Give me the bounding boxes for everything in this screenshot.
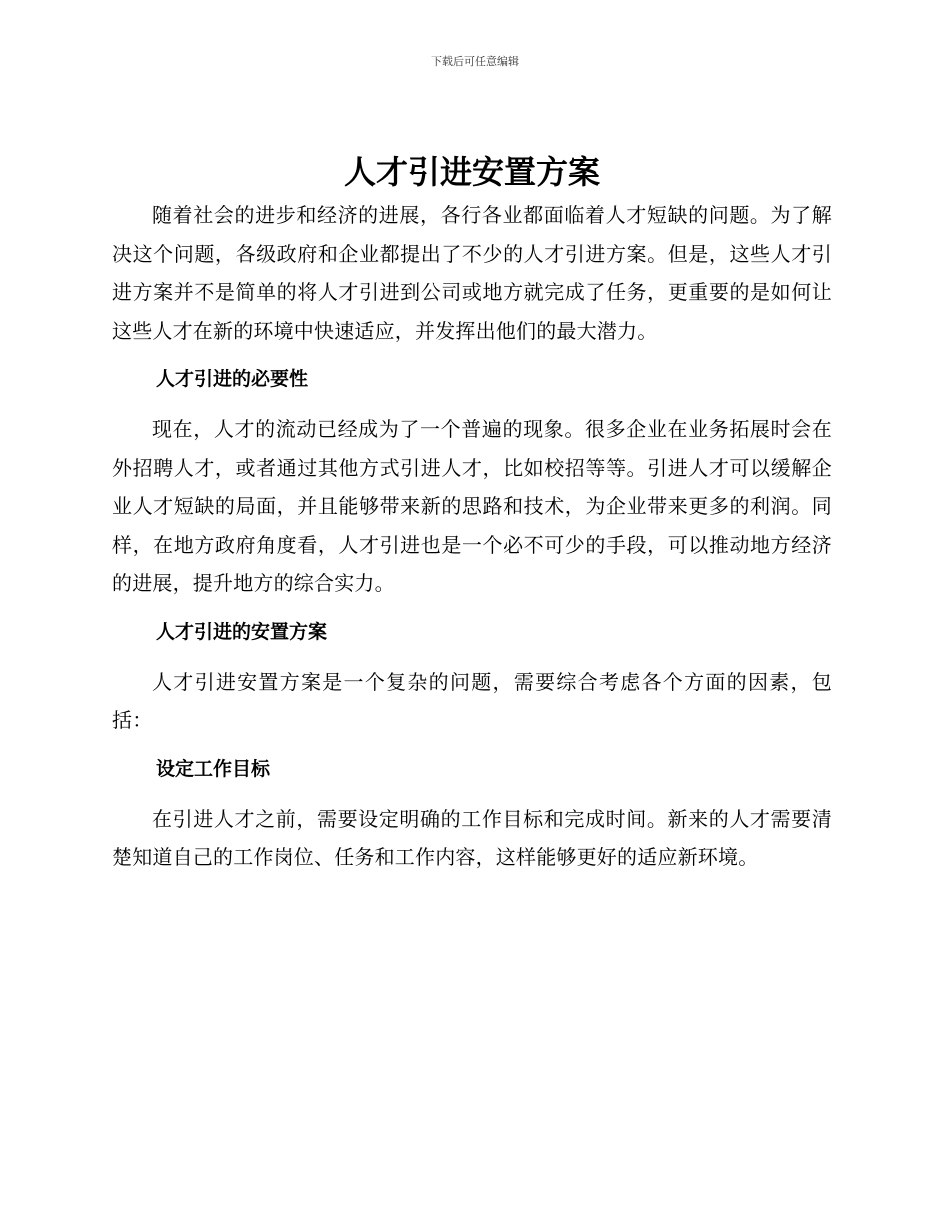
- section-body-placement-plan: 人才引进安置方案是一个复杂的问题，需要综合考虑各个方面的因素，包括：: [112, 669, 832, 732]
- document-title: 人才引进安置方案: [343, 153, 600, 191]
- section-body-necessity: 现在，人才的流动已经成为了一个普遍的现象。很多企业在业务拓展时会在外招聘人才，或者通过其他方式引进人才，比如校招等等。引进人才可以缓解企业人才短缺的局面，并且能够带来新的思路和技术，为企业带来更多的利润。同样，在地方政府角度看，人才引进也是一个必不可少的手段，可以推动地方经济的进展，提升地方的综合实力。: [112, 417, 832, 595]
- page-header-note: 下载后可任意编辑: [431, 55, 519, 68]
- document-body: [112, 148, 832, 877]
- section-heading-necessity: 人才引进的必要性: [156, 368, 309, 390]
- section-heading-placement-plan: 人才引进的安置方案: [156, 620, 328, 643]
- intro-paragraph: 随着社会的进步和经济的进展，各行各业都面临着人才短缺的问题。为了解决这个问题，各级政府和企业都提出了不少的人才引进方案。但是，这些人才引进方案并不是简单的将人才引进到公司或地方就完成了任务，更重要的是如何让这些人才在新的环境中快速适应，并发挥出他们的最大潜力。: [112, 203, 832, 343]
- section-body-work-goals: 在引进人才之前，需要设定明确的工作目标和完成时间。新来的人才需要清楚知道自己的工作岗位、任务和工作内容，这样能够更好的适应新环境。: [112, 806, 832, 869]
- section-heading-work-goals: 设定工作目标: [156, 757, 271, 780]
